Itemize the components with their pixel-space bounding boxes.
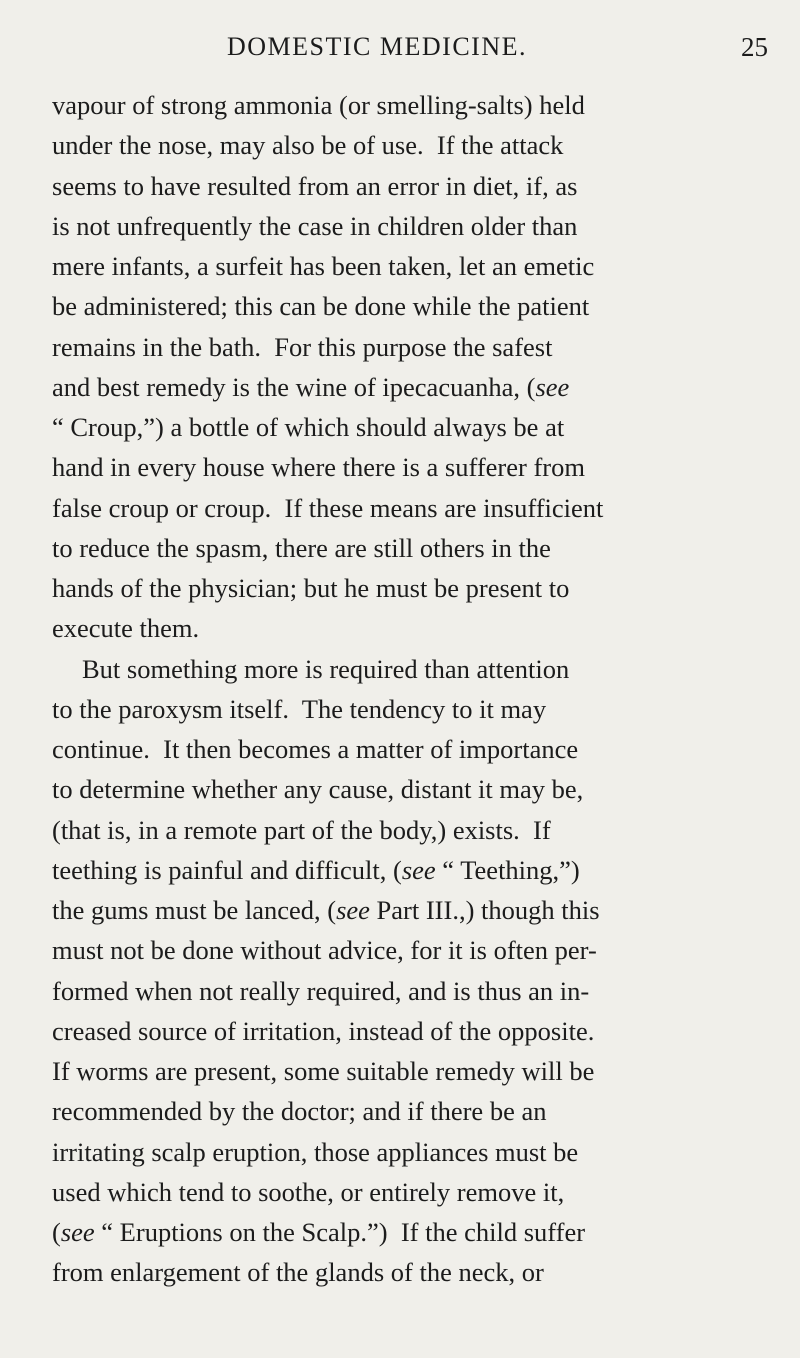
text-segment: seems to have resulted from an error in diet, if, as [52, 170, 578, 201]
text-line [52, 166, 773, 206]
text-line [52, 769, 773, 809]
text-segment: teething is painful and difficult, ( [52, 854, 402, 885]
text-line [52, 649, 773, 689]
text-segment: But something more is required than attention [82, 653, 570, 684]
italic-text-segment: see [60, 1217, 95, 1247]
text-line [52, 729, 773, 769]
text-line [52, 246, 773, 286]
text-line [52, 890, 773, 930]
text-line [52, 367, 773, 407]
text-segment: formed when not really required, and is thus an in- [52, 975, 590, 1006]
text-line [52, 1011, 773, 1051]
italic-text-segment: see [336, 895, 370, 925]
italic-text-segment: see [535, 371, 570, 402]
text-segment: is not unfrequently the case in children older than [52, 210, 578, 241]
text-line [52, 206, 773, 246]
text-line [52, 1091, 773, 1131]
text-line [52, 971, 773, 1011]
text-line [52, 1051, 773, 1091]
running-header [0, 32, 800, 66]
text-line [52, 286, 773, 326]
text-line [52, 327, 773, 367]
text-segment: hand in every house where there is a sufferer from [52, 452, 585, 483]
text-segment: continue. It then becomes a matter of importance [52, 734, 579, 764]
text-segment: “ Teething,”) [435, 854, 580, 885]
text-segment: the gums must be lanced, ( [52, 895, 337, 925]
text-line [52, 447, 773, 487]
text-line [52, 1132, 773, 1172]
text-line [52, 568, 773, 608]
text-segment: ( [52, 1217, 61, 1247]
text-segment: (that is, in a remote part of the body,) exists. If [52, 814, 551, 845]
text-segment: “ Croup,”) a bottle of which should always be at [52, 412, 565, 442]
text-segment: to the paroxysm itself. The tendency to it may [52, 693, 547, 724]
body-text [52, 85, 773, 1293]
text-segment: be administered; this can be done while the patient [52, 291, 590, 322]
text-segment: false croup or croup. If these means are insufficient [52, 492, 604, 523]
text-segment: creased source of irritation, instead of the opposite. [52, 1015, 595, 1046]
text-segment: recommended by the doctor; and if there be an [52, 1096, 547, 1127]
text-segment: hands of the physician; but he must be present to [52, 573, 570, 603]
text-line [52, 1212, 773, 1252]
italic-text-segment: see [401, 854, 436, 885]
text-line [52, 528, 773, 568]
running-title: DOMESTIC MEDICINE. [227, 32, 527, 61]
text-segment: Part III.,) though this [369, 895, 600, 925]
text-line [52, 1172, 773, 1212]
text-segment: from enlargement of the glands of the neck, or [52, 1257, 544, 1288]
text-line [52, 125, 773, 165]
text-segment: mere infants, a surfeit has been taken, let an emetic [52, 251, 595, 281]
text-line [52, 810, 773, 850]
text-line [52, 608, 773, 648]
text-line [52, 85, 773, 125]
text-line [52, 689, 773, 729]
text-segment: remains in the bath. For this purpose the safest [52, 331, 553, 362]
text-line [52, 850, 773, 890]
text-segment: to determine whether any cause, distant it may be, [52, 774, 584, 805]
text-line [52, 930, 773, 970]
text-segment: vapour of strong ammonia (or smelling-salts) held [52, 90, 585, 120]
text-segment: “ Eruptions on the Scalp.”) If the child suffer [94, 1217, 586, 1247]
text-segment: under the nose, may also be of use. If the attack [52, 130, 564, 161]
text-line [52, 407, 773, 447]
page-number: 25 [741, 32, 768, 62]
text-segment: must not be done without advice, for it is often per- [52, 935, 597, 966]
text-segment: used which tend to soothe, or entirely remove it, [52, 1176, 565, 1207]
text-line [52, 1252, 773, 1292]
text-segment: and best remedy is the wine of ipecacuanha, ( [52, 371, 536, 402]
text-segment: to reduce the spasm, there are still others in the [52, 532, 551, 563]
text-segment: execute them. [52, 613, 200, 644]
text-line [52, 488, 773, 528]
text-segment: irritating scalp eruption, those appliances must be [52, 1136, 579, 1167]
text-segment: If worms are present, some suitable remedy will be [52, 1056, 595, 1086]
